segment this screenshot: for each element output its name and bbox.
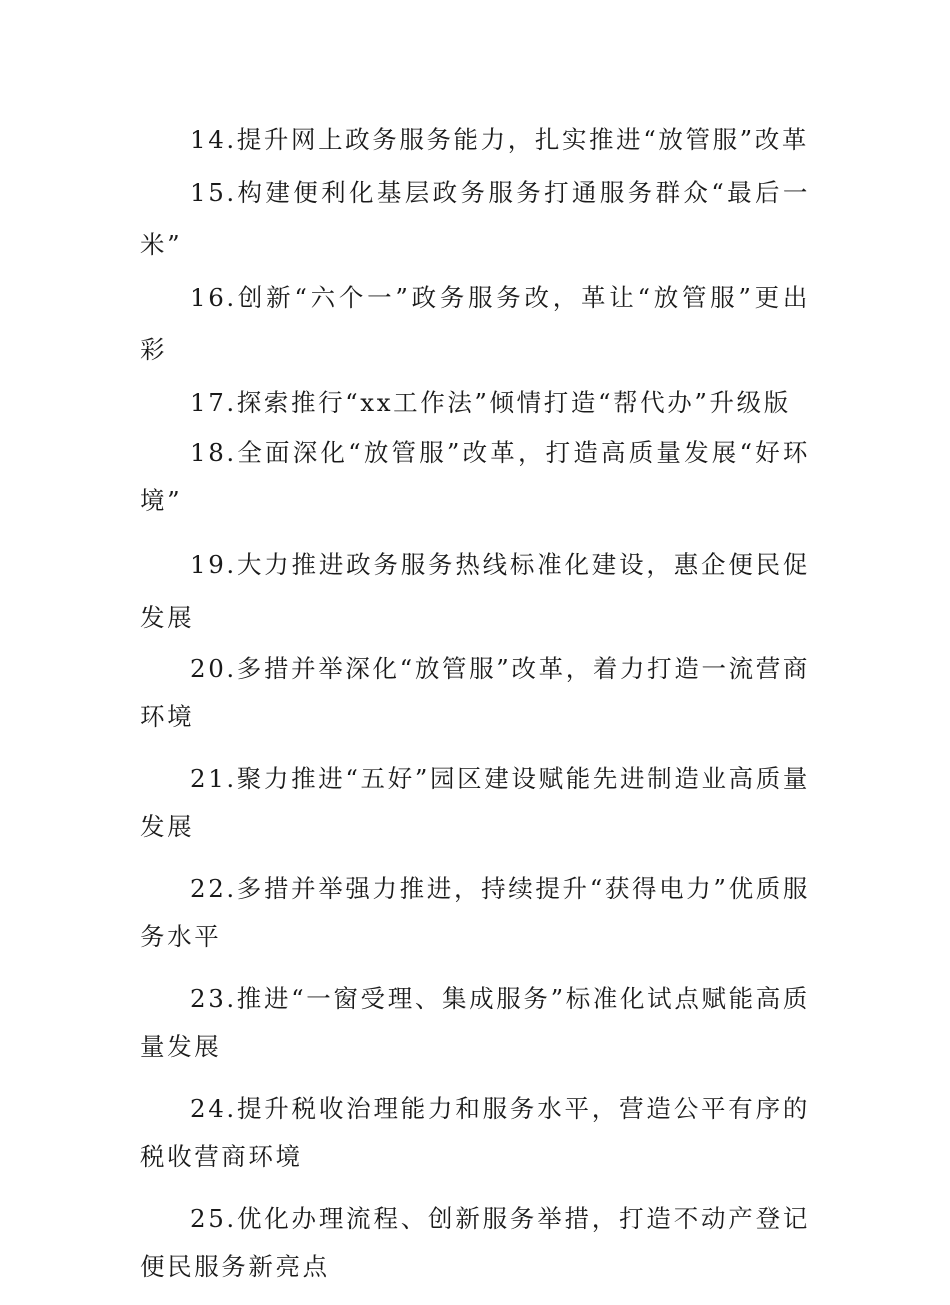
list-item: 20.多措并举深化“放管服”改革，着力打造一流营商环境 <box>140 654 810 731</box>
list-item: 23.推进“一窗受理、集成服务”标准化试点赋能高质量发展 <box>140 984 810 1061</box>
list-item: 21.聚力推进“五好”园区建设赋能先进制造业高质量发展 <box>140 764 810 841</box>
list-item: 25.优化办理流程、创新服务举措，打造不动产登记便民服务新亮点 <box>140 1204 810 1281</box>
list-item: 18.全面深化“放管服”改革，打造高质量发展“好环境” <box>140 438 810 515</box>
list-item: 16.创新“六个一”政务服务改，革让“放管服”更出彩 <box>140 282 810 364</box>
list-item: 22.多措并举强力推进，持续提升“获得电力”优质服务水平 <box>140 874 810 951</box>
list-item: 15.构建便利化基层政务服务打通服务群众“最后一米” <box>140 177 810 259</box>
document-body <box>140 114 810 1305</box>
list-item: 14.提升网上政务服务能力，扎实推进“放管服”改革 <box>190 125 810 154</box>
list-item: 19.大力推进政务服务热线标准化建设，惠企便民促发展 <box>140 550 810 632</box>
list-item: 24.提升税收治理能力和服务水平，营造公平有序的税收营商环境 <box>140 1094 810 1171</box>
list-item: 17.探索推行“xx工作法”倾情打造“帮代办”升级版 <box>190 387 791 417</box>
